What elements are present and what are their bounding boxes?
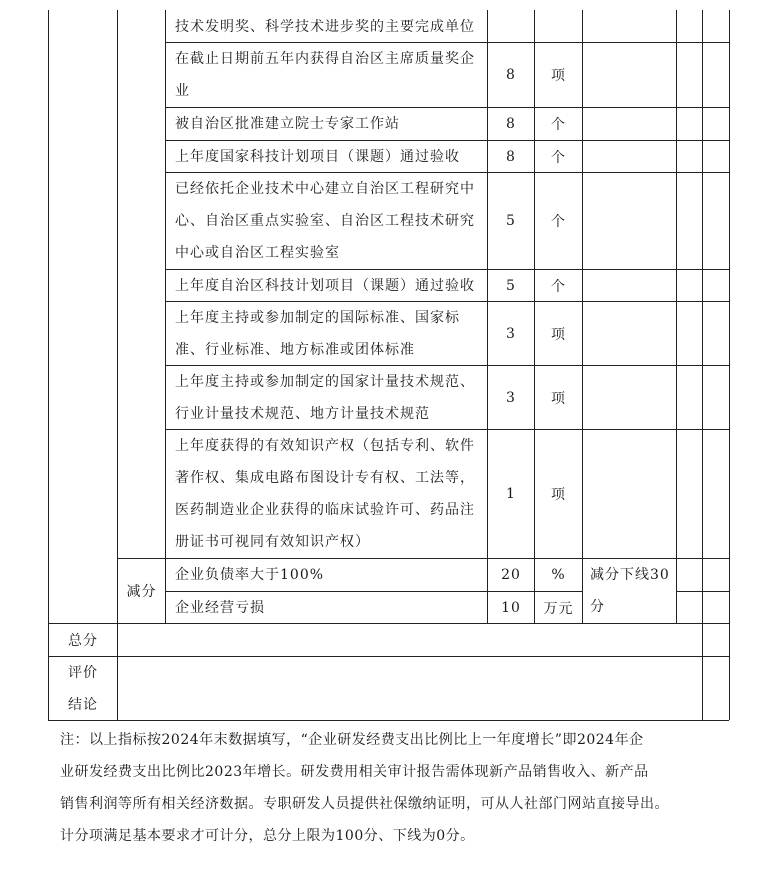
deduction-row-item: 企业负债率大于100%: [175, 567, 325, 583]
deduction-limit-line2: 分: [590, 599, 605, 615]
note-line: 计分项满足基本要求才可计分，总分上限为100分、下线为0分。: [60, 828, 475, 844]
table-row-item: 上年度主持或参加制定的国际标准、国家标准、行业标准、地方标准或团体标准: [175, 309, 460, 358]
table-row-score: 3: [506, 389, 516, 406]
note-line: 销售利润等所有相关经济数据。专职研发人员提供社保缴纳证明，可从人社部门网站直接导出。: [60, 796, 669, 812]
table-row-item: 已经依托企业技术中心建立自治区工程研究中心、自治区重点实验室、自治区工程技术研究中心或自治区工程实验室: [175, 181, 475, 261]
table-row-score: 5: [506, 277, 516, 294]
table-row-unit: 项: [551, 68, 566, 84]
evaluation-label: [49, 657, 117, 720]
note-line: 注：以上指标按2024年末数据填写，“企业研发经费支出比例比上一年度增长”即2024年企: [60, 732, 644, 748]
deduction-label: 减分: [126, 584, 157, 600]
deduction-row-unit: 万元: [543, 600, 574, 617]
table-row-unit: [535, 11, 582, 42]
table-row-score: [488, 11, 534, 42]
deduction-row-item: 企业经营亏损: [175, 599, 265, 616]
deduction-row-unit: %: [551, 567, 566, 583]
evaluation-value: [118, 657, 702, 720]
table-row-item: 上年度主持或参加制定的国家计量技术规范、行业计量技术规范、地方计量技术规范: [175, 373, 475, 422]
deduction-limit-line1: 减分下线30: [590, 567, 670, 583]
table-row-score: 5: [506, 213, 516, 229]
table-row-unit: 个: [551, 278, 566, 295]
table-row-unit: 项: [551, 390, 566, 407]
table-row-item: 上年度国家科技计划项目（课题）通过验收: [175, 148, 460, 165]
table-row-unit: 项: [551, 326, 566, 343]
table-row-unit: 个: [551, 149, 566, 166]
deduction-limit: [583, 559, 676, 623]
deduction-row-score: 10: [501, 599, 521, 616]
table-row-item: 被自治区批准建立院士专家工作站: [175, 116, 400, 132]
evaluation-label-line1: 评价: [68, 664, 98, 681]
evaluation-label-line2: 结论: [68, 696, 98, 713]
table-row-item: 在截止日期前五年内获得自治区主席质量奖企业: [175, 51, 475, 99]
table-row-item: 技术发明奖、科学技术进步奖的主要完成单位: [175, 18, 475, 35]
note-line: 业研发经费支出比例比2023年增长。研发费用相关审计报告需体现新产品销售收入、新产品: [60, 764, 649, 780]
total-value: [118, 624, 702, 656]
table-row-score: 8: [506, 67, 516, 83]
table-row-item: 上年度获得的有效知识产权（包括专利、软件著作权、集成电路布图设计专有权、工法等，医药制造业企业获得的临床试验许可、药品注册证书可视同有效知识产权）: [175, 438, 475, 550]
table-row-score: 1: [506, 486, 516, 502]
total-label: 总分: [68, 633, 98, 649]
table-row-score: 8: [506, 116, 516, 132]
table-row-unit: 个: [551, 214, 566, 230]
table-row-unit: 个: [551, 117, 566, 133]
deduction-row-score: 20: [501, 567, 521, 583]
table-row-unit: 项: [551, 487, 566, 503]
table-row-score: 3: [506, 325, 516, 342]
table-row-item: 上年度自治区科技计划项目（课题）通过验收: [175, 277, 475, 294]
table-row-score: 8: [506, 148, 516, 165]
